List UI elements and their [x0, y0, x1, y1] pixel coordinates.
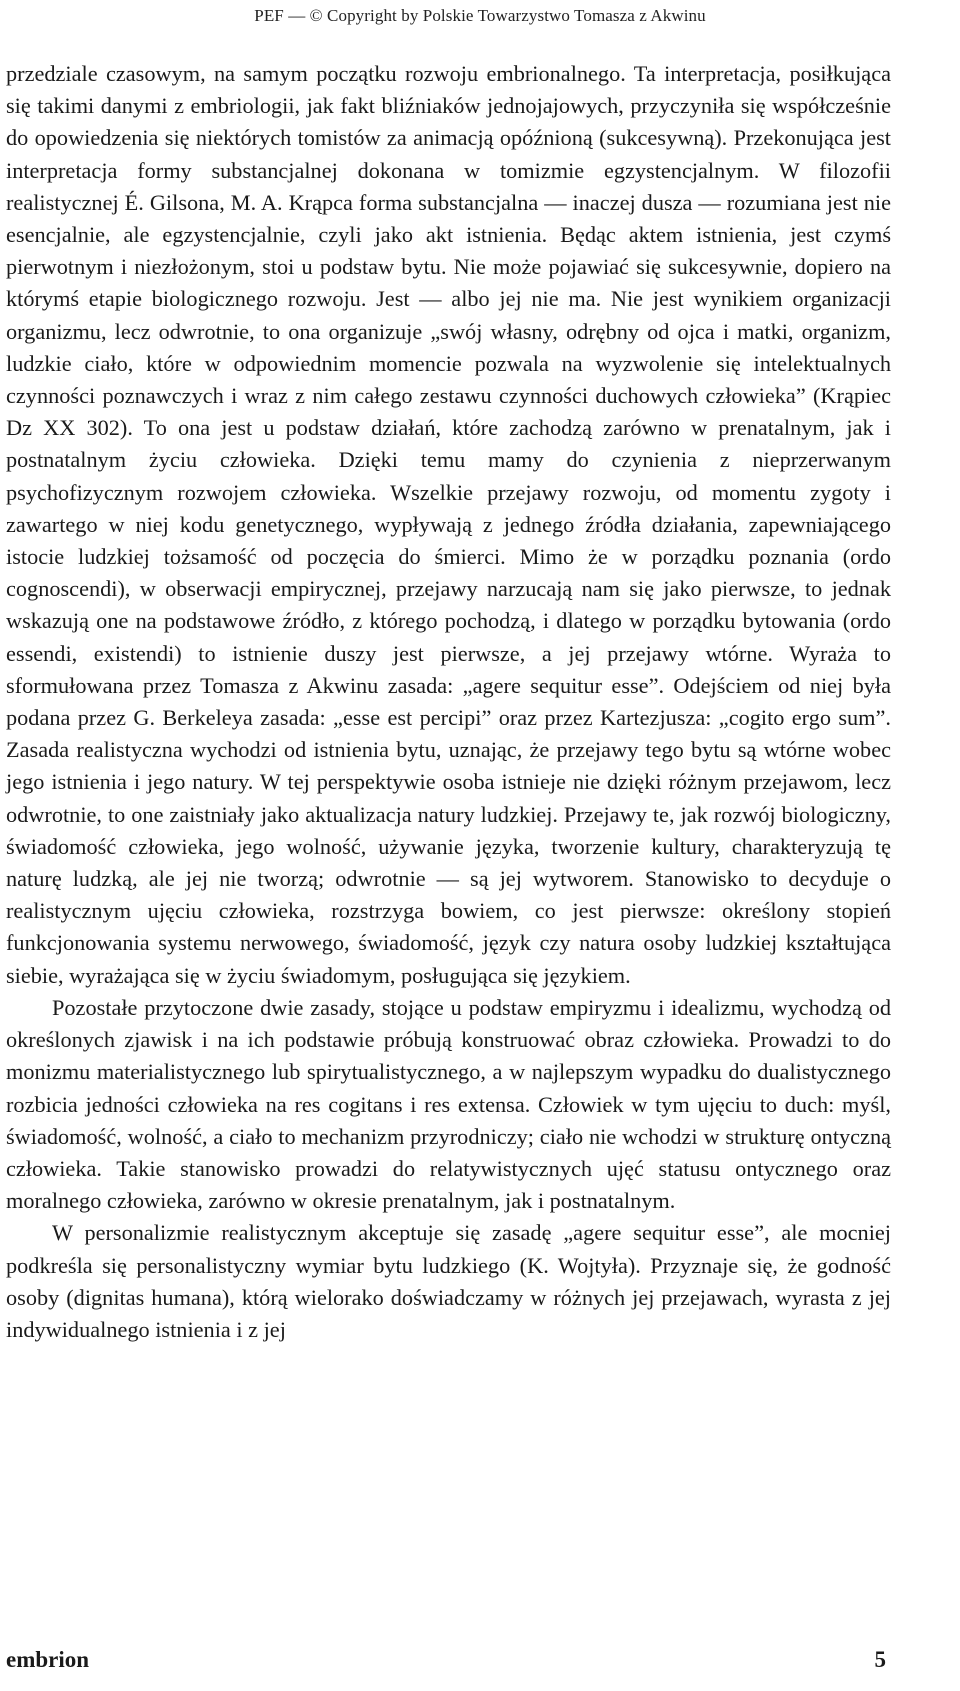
- body-paragraph: Pozostałe przytoczone dwie zasady, stojące u podstaw empiryzmu i idealizmu, wychodzą od określonych zjawisk i na ich podstawie próbują konstruować obraz człowieka. Prowadzi to do monizmu materialistycznego lub spirytualistycznego, a w najlepszym wypadku do dualistycznego rozbicia jedności człowieka na res cogitans i res extensa. Człowiek w tym ujęciu to duch: myśl, świadomość, wolność, a ciało to mechanizm przyrodniczy; ciało nie wchodzi w strukturę ontyczną człowieka. Takie stanowisko prowadzi do relatywistycznych ujęć statusu ontycznego oraz moralnego człowieka, zarówno w okresie prenatalnym, jak i postnatalnym.: [6, 994, 891, 1214]
- body-paragraph: przedziale czasowym, na samym początku rozwoju embrionalnego. Ta interpretacja, posiłkująca się takimi danymi z embriologii, jak fakt bliźniaków jednojajowych, przyczyniła się współcześnie do opowiedzenia się niektórych tomistów za animacją opóźnioną (sukcesywną). Przekonująca jest interpretacja formy substancjalnej dokonana w tomizmie egzystencjalnym. W filozofii realistycznej É. Gilsona, M. A. Krąpca forma substancjalna — inaczej dusza — rozumiana jest nie esencjalnie, ale egzystencjalnie, czyli jako akt istnienia. Będąc aktem istnienia, jest czymś pierwotnym i niezłożonym, stoi u podstaw bytu. Nie może pojawiać się sukcesywnie, dopiero na którymś etapie biologicznego rozwoju. Jest — albo jej nie ma. Nie jest wynikiem organizacji organizmu, lecz odwrotnie, to ona organizuje „swój własny, odrębny od ojca i matki, organizm, ludzkie ciało, które w odpowiednim momencie pozwala na wyzwolenie się intelektualnych czynności poznawczych i wraz z nim całego zestawu czynności duchowych człowieka” (Krąpiec Dz XX 302). To ona jest u podstaw działań, które zachodzą zarówno w prenatalnym, jak i postnatalnym życiu człowieka. Dzięki temu mamy do czynienia z nieprzerwanym psychofizycznym rozwojem człowieka. Wszelkie przejawy rozwoju, od momentu zygoty i zawartego w niej kodu genetycznego, wypływają z jednego źródła działania, zapewniającego istocie ludzkiej tożsamość od poczęcia do śmierci. Mimo że w porządku poznania (ordo cognoscendi), w obserwacji empirycznej, przejawy narzucają nam się jako pierwsze, to jednak wskazują one na podstawowe źródło, z którego pochodzą, i dlatego w porządku bytowania (ordo essendi, existendi) to istnienie duszy jest pierwsze, a jej przejawy wtórne. Wyraża to sformułowana przez Tomasza z Akwinu zasada: „agere sequitur esse”. Odejściem od niej była podana przez G. Berkeleya zasada: „esse est percipi” oraz przez Kartezjusza: „cogito ergo sum”. Zasada realistyczna wychodzi od istnienia bytu, uznając, że przejawy tego bytu są wtórne wobec jego istnienia i jego natury. W tej perspektywie osoba istnieje nie dzięki różnym przejawom, lecz odwrotnie, to one zaistniały jako aktualizacja natury ludzkiej. Przejawy te, jak rozwój biologiczny, świadomość człowieka, jego wolność, używanie języka, tworzenie kultury, charakteryzują tę naturę ludzką, ale jej nie tworzą; odwrotnie — są jej wytworem. Stanowisko to decyduje o realistycznym ujęciu człowieka, rozstrzyga bowiem, co jest pierwsze: określony stopień funkcjonowania systemu nerwowego, świadomość, język czy natura osoby ludzkiej kształtująca siebie, wyrażająca się w życiu świadomym, posługująca się językiem.: [6, 61, 891, 988]
- running-header: PEF — © Copyright by Polskie Towarzystwo Tomasza z Akwinu: [254, 6, 706, 25]
- body-paragraph: W personalizmie realistycznym akceptuje się zasadę „agere sequitur esse”, ale mocniej podkreśla się personalistyczny wymiar bytu ludzkiego (K. Wojtyła). Przyznaje się, że godność osoby (dignitas humana), którą wielorako doświadczamy w różnych jej przejawach, wyrasta z jej indywidualnego istnienia i z jej: [6, 1220, 891, 1342]
- article-body: [6, 58, 891, 1346]
- page-number: 5: [874, 1647, 886, 1672]
- footer-entry-title: embrion: [6, 1647, 90, 1672]
